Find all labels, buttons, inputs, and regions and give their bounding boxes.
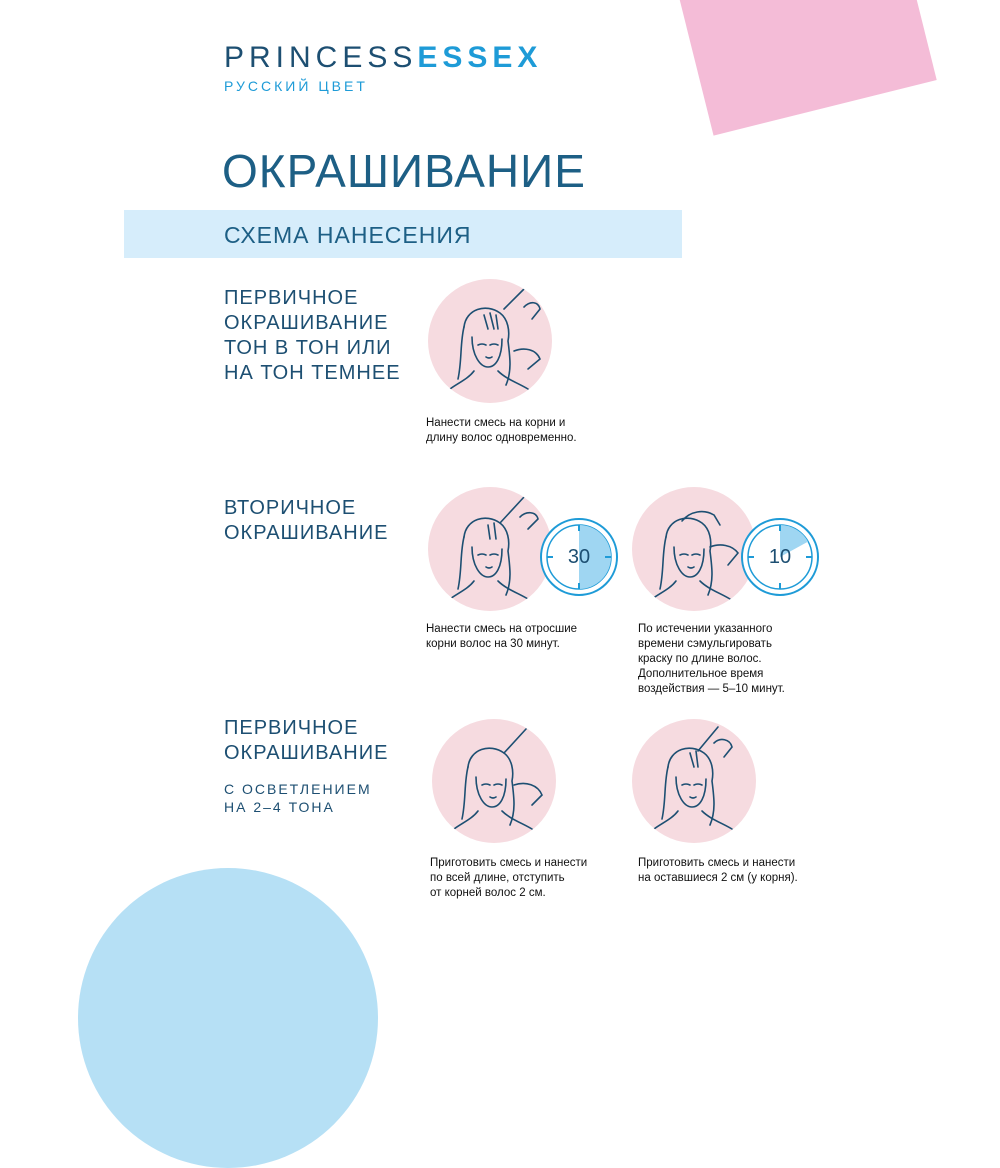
page-title: ОКРАШИВАНИЕ (222, 145, 586, 197)
illustration-svg (632, 487, 756, 611)
illustration-svg (428, 279, 552, 403)
woman-applying-dye-icon (428, 279, 552, 403)
step-1-1-caption: Нанести смесь на корни и длину волос одновременно. (426, 417, 577, 444)
decorative-pink-square (677, 0, 936, 136)
brand-logo (224, 42, 542, 94)
decorative-blue-circle (78, 868, 378, 1168)
timer-30-icon (539, 517, 619, 597)
step-3-1-caption: Приготовить смесь и нанести по всей длине, отступить от корней волос 2 см. (430, 857, 588, 899)
brand-subtitle: РУССКИЙ ЦВЕТ (224, 78, 368, 94)
illustration-svg (432, 719, 556, 843)
section-band (124, 210, 682, 258)
timer-10-icon (740, 517, 820, 597)
brand-name (224, 42, 542, 74)
section-2-title: ВТОРИЧНОЕ ОКРАШИВАНИЕ (224, 497, 389, 544)
step-2-2-caption: По истечении указанного времени сэмульгировать краску по длине волос. Дополнительное время воздействия — 5–10 минут. (638, 623, 785, 695)
section-3-title: ПЕРВИЧНОЕ ОКРАШИВАНИЕ (224, 717, 389, 764)
illustration-svg (428, 487, 552, 611)
woman-emulsifying-dye-icon (632, 487, 756, 611)
timer-10-label: 10 (768, 546, 792, 568)
illustration-svg (632, 719, 756, 843)
step-2-1-caption: Нанести смесь на отросшие корни волос на 30 минут. (426, 623, 578, 650)
timer-30-label: 30 (567, 546, 591, 568)
woman-applying-dye-roots-icon (428, 487, 552, 611)
step-3-2-caption: Приготовить смесь и нанести на оставшиеся 2 см (у корня). (638, 857, 798, 884)
section-3-subtitle: С ОСВЕТЛЕНИЕМ НА 2–4 ТОНА (224, 781, 372, 815)
woman-applying-dye-roots-icon (632, 719, 756, 843)
section-1-title: ПЕРВИЧНОЕ ОКРАШИВАНИЕ ТОН В ТОН ИЛИ НА ТОН ТЕМНЕЕ (224, 287, 401, 384)
brand-name-part2: ESSEX (417, 41, 543, 74)
band-title: СХЕМА НАНЕСЕНИЯ (224, 222, 472, 248)
woman-applying-dye-length-icon (432, 719, 556, 843)
brand-name-part1: PRINCESS (224, 41, 418, 74)
